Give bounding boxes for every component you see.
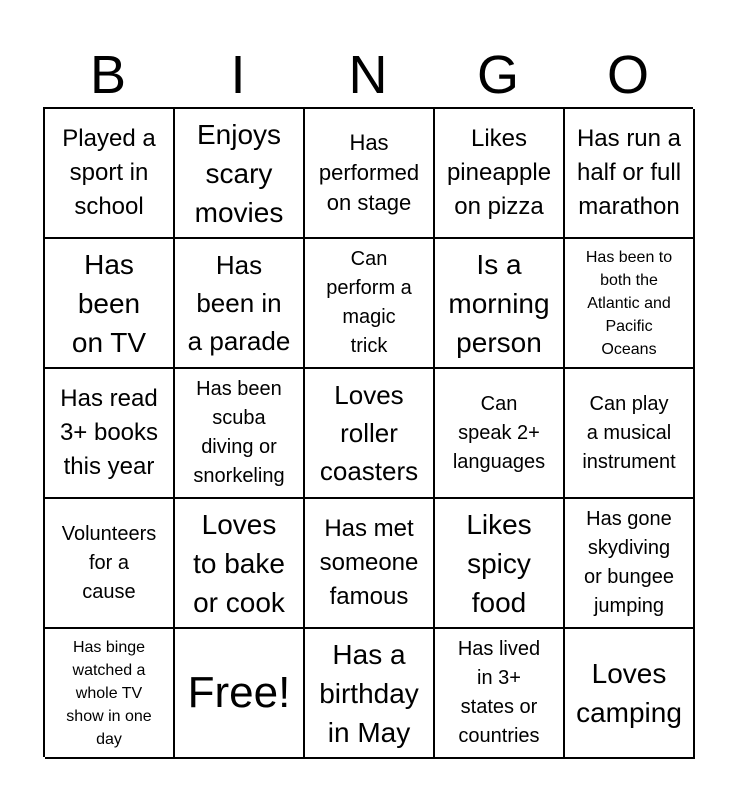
bingo-cell[interactable] (305, 109, 435, 239)
bingo-cell[interactable] (305, 369, 435, 499)
bingo-card-grid (43, 107, 693, 757)
bingo-cell[interactable] (175, 499, 305, 629)
bingo-cell[interactable] (175, 369, 305, 499)
header-letter-o: O (606, 45, 649, 105)
bingo-cell-text: Has lived in 3+ states or countries (457, 638, 541, 747)
bingo-cell[interactable] (45, 369, 175, 499)
bingo-cell[interactable] (305, 499, 435, 629)
bingo-cell-text: Volunteers for a cause (61, 522, 157, 603)
bingo-cell[interactable] (305, 239, 435, 369)
bingo-cell[interactable] (435, 629, 565, 759)
bingo-cell[interactable] (175, 109, 305, 239)
bingo-cell-text: Likes pineapple on pizza (446, 125, 552, 220)
bingo-cell-text: Enjoys scary movies (194, 118, 284, 228)
bingo-cell-text: Has been on TV (71, 248, 147, 358)
bingo-cell[interactable] (45, 499, 175, 629)
bingo-cell-text: Can perform a magic trick (326, 248, 412, 357)
bingo-cell[interactable] (435, 109, 565, 239)
bingo-cell-text: Has run a half or full marathon (576, 125, 682, 220)
bingo-cell-text: Loves roller coasters (319, 380, 419, 486)
bingo-cell[interactable] (45, 629, 175, 759)
bingo-cell-text: Has performed on stage (318, 130, 420, 215)
bingo-cell-text: Has met someone famous (319, 515, 419, 610)
bingo-cell-text: Can play a musical instrument (582, 392, 676, 473)
bingo-cell-text: Can speak 2+ languages (452, 392, 546, 473)
bingo-cell-text: Has a birthday in May (319, 638, 419, 748)
bingo-cell-text: Likes spicy food (466, 508, 532, 618)
free-space-text: Free! (187, 668, 291, 717)
bingo-cell-text: Loves camping (576, 658, 682, 728)
bingo-cell[interactable] (435, 369, 565, 499)
bingo-cell-text: Has gone skydiving or bungee jumping (583, 508, 675, 617)
bingo-cell[interactable] (565, 109, 695, 239)
bingo-cell[interactable] (435, 239, 565, 369)
bingo-cell[interactable] (175, 239, 305, 369)
bingo-free-cell[interactable] (175, 629, 305, 759)
header-letter-g: G (476, 45, 519, 105)
header-letter-n: N (348, 45, 388, 105)
bingo-cell[interactable] (305, 629, 435, 759)
bingo-cell-text: Has been to both the Atlantic and Pacific Oceans (585, 248, 673, 358)
bingo-header (43, 44, 693, 106)
bingo-cell-text: Has been scuba diving or snorkeling (193, 378, 285, 487)
bingo-cell-text: Has binge watched a whole TV show in one day (66, 638, 152, 748)
bingo-cell-text: Played a sport in school (62, 125, 156, 220)
bingo-cell[interactable] (565, 369, 695, 499)
bingo-cell-text: Has been in a parade (187, 250, 291, 356)
bingo-cell[interactable] (45, 239, 175, 369)
bingo-cell-text: Is a morning person (448, 248, 550, 358)
header-letter-b: B (89, 45, 127, 105)
bingo-cell-text: Has read 3+ books this year (59, 385, 159, 480)
bingo-cell[interactable] (565, 629, 695, 759)
bingo-cell[interactable] (565, 239, 695, 369)
bingo-cell-text: Loves to bake or cook (193, 508, 285, 618)
bingo-cell[interactable] (45, 109, 175, 239)
header-letter-i: I (230, 45, 246, 105)
bingo-cell[interactable] (435, 499, 565, 629)
bingo-cell[interactable] (565, 499, 695, 629)
